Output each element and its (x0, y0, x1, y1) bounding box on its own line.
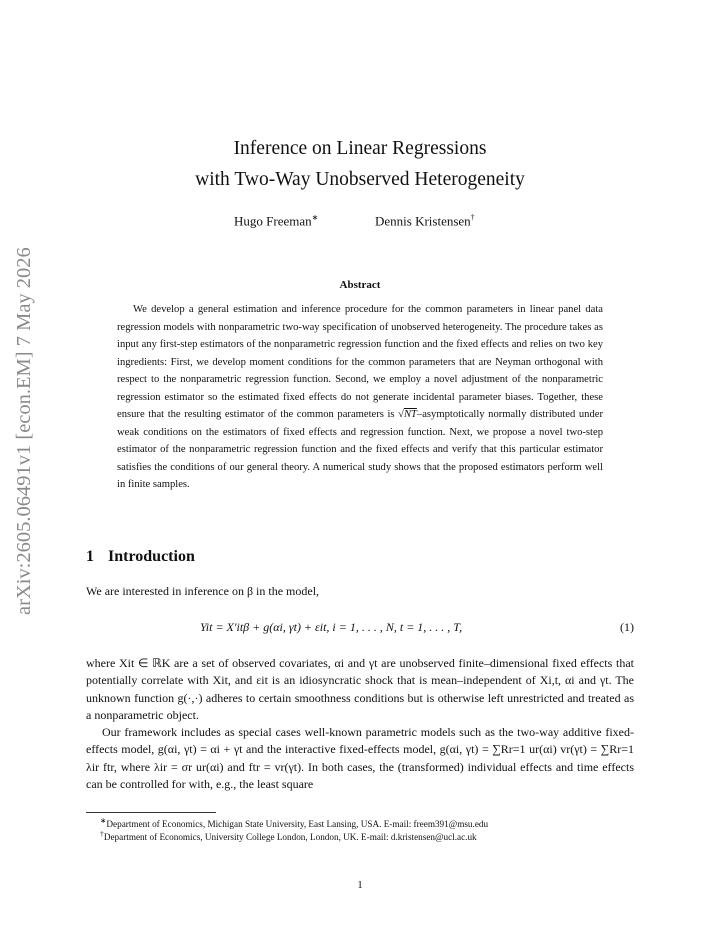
footnote-2 (100, 829, 477, 842)
section-heading (86, 548, 195, 566)
intro-paragraph-2: where Xit ∈ ℝK are a set of observed covariates, αi and γt are unobserved finite–dimensional fixed effects that potentially correlate with Xit, and εit is an idiosyncratic shock that is mean–independent of Xi,t, αi and γt. The unknown function g(·,·) adheres to certain smoothness conditions but is otherwise left unrestricted and treated as a nonparametric object. (86, 656, 634, 723)
footnote-1-text: Department of Economics, Michigan State University, East Lansing, USA. E-mail: freem391@msu.edu (106, 819, 489, 830)
intro-lead: We are interested in inference on β in the model, (86, 584, 320, 598)
equation-body: Yit = X′itβ + g(αi, γt) + εit, i = 1, . . . , N, t = 1, . . . , T, (200, 620, 463, 634)
page-number: 1 (357, 879, 363, 891)
arxiv-identifier: arXiv:2605.06491v1 [econ.EM] 7 May 2026 (13, 247, 35, 615)
author-2-mark: † (470, 213, 475, 222)
author-2 (375, 213, 475, 229)
equation-number: (1) (620, 620, 634, 634)
footnote-1 (100, 816, 488, 829)
author-1-mark: ∗ (311, 213, 319, 222)
footnote-1-mark: ∗ (100, 816, 107, 825)
section-title: Introduction (108, 548, 195, 565)
paper-title-line-2: with Two-Way Unobserved Heterogeneity (195, 169, 525, 190)
abstract-text-part-2: –asymptotically normally distributed under weak conditions on the estimators of fixed effects and regression function. Next, we propose a novel two-step estimator of the nonparametric regression function and the fixed effects and verify that this particular estimator satisfies the conditions of our general theory. A numerical study shows that the proposed estimators perform well in finite samples. (117, 409, 604, 490)
section-number: 1 (86, 548, 94, 565)
author-2-name: Dennis Kristensen (375, 213, 471, 229)
sqrt-argument: NT (403, 409, 417, 420)
sqrt-symbol: √NT (398, 409, 417, 420)
author-1 (234, 213, 318, 229)
footnote-2-mark: † (100, 829, 104, 838)
paper-title-line-1: Inference on Linear Regressions (233, 138, 487, 159)
abstract-heading: Abstract (339, 279, 381, 291)
footnote-2-text: Department of Economics, University College London, London, UK. E-mail: d.kristensen@ucl.ac.uk (103, 832, 477, 843)
abstract-text (117, 301, 603, 494)
author-1-name: Hugo Freeman (234, 213, 312, 229)
abstract-text-part-1: We develop a general estimation and inference procedure for the common parameters in linear panel data regression models with nonparametric two-way specification of unobserved heterogeneity. The procedure takes as input any first-step estimators of the nonparametric regression function and the fixed effects and relies on two key ingredients: First, we develop moment conditions for the common parameters that are Neyman orthogonal with respect to the nonparametric regression function. Second, we employ a novel adjustment of the nonparametric regression estimator so the estimated fixed effects do not generate incidental parameter biases. Together, these ensure that the resulting estimator of the common parameters is (117, 304, 603, 420)
footnote-rule (86, 812, 216, 813)
intro-paragraph-3: Our framework includes as special cases well-known parametric models such as the two-way additive fixed-effects model, g(αi, γt) = αi + γt and the interactive fixed-effects model, g(αi, γt) = ∑Rr=1 ur(αi) vr(γt) = ∑Rr=1 λir ftr, where λir = σr ur(αi) and ftr = vr(γt). In both cases, the (transformed) individual effects and time effects can be controlled for with, e.g., the least square (86, 725, 634, 792)
